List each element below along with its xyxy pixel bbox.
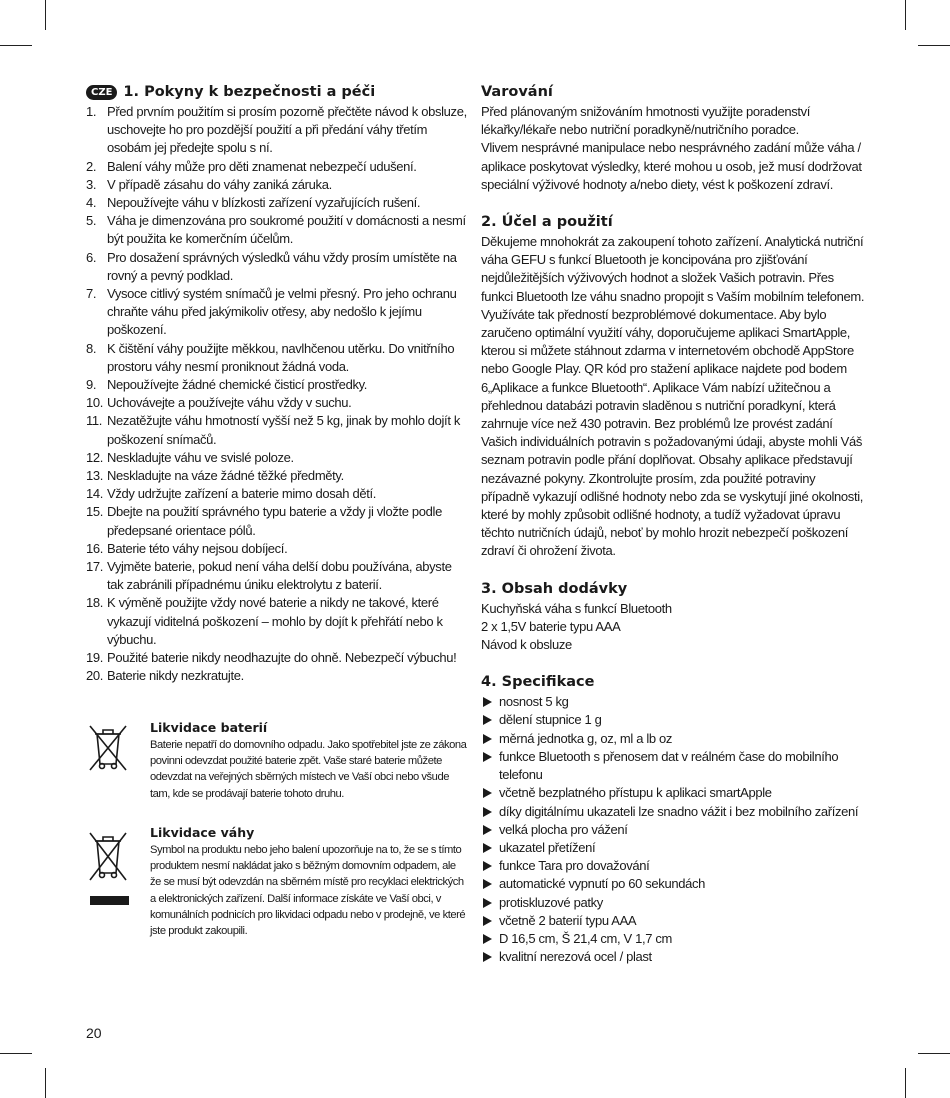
right-triangle-bullet-icon [483,788,492,798]
crop-mark-top-left-v [45,0,46,30]
contents-item: Návod k obsluze [481,637,572,653]
crop-mark-bottom-right-h [918,1053,950,1054]
safety-item [86,194,468,212]
safety-item-number: 1. [86,104,97,119]
spec-item-text: dělení stupnice 1 g [499,712,602,728]
spec-item-text: měrná jednotka g, oz, ml a lb oz [499,730,673,746]
safety-item [86,249,468,285]
language-badge: CZE [86,85,117,100]
spec-item-text: díky digitálnímu ukazateli lze snadno vážit i bez mobilního zařízení [499,803,859,819]
safety-item [86,212,468,248]
crossed-out-wheelie-bin-bar-icon [86,825,130,911]
warning-paragraph-2: Vlivem nesprávné manipulace nebo nesprávného zadání může váha / aplikace poskytovat výsledky, které mohou u osob, jež musí dodržovat speciální výživové hodnoty a/nebo diety, vést k poškození zdraví. [481,140,862,192]
right-triangle-bullet-icon [483,934,492,944]
crop-mark-top-left-h [0,45,32,46]
right-triangle-bullet-icon [483,879,492,889]
safety-item-text: Nepoužívejte žádné chemické čisticí prostředky. [107,377,368,393]
safety-item-text: V případě zásahu do váhy zaniká záruka. [107,176,332,192]
specs-list [481,693,866,966]
safety-item [86,667,468,685]
right-triangle-bullet-icon [483,916,492,926]
safety-item [86,285,468,340]
safety-item [86,176,468,194]
purpose-title: 2. Účel a použití [481,214,613,231]
spec-item-text: funkce Tara pro dovažování [499,858,650,874]
spec-item [481,857,866,875]
safety-item-text: Neskladujte váhu ve svislé poloze. [107,449,294,465]
safety-item-text: Dbejte na použití správného typu baterie a vždy ji vložte podle předepsané orientace pólů. [107,504,442,538]
safety-item-number: 10. [86,395,104,411]
safety-item-number: 6. [86,249,97,265]
safety-item [86,376,468,394]
spec-item [481,730,866,748]
safety-item-text: Baterie této váhy nejsou dobíjecí. [107,540,288,556]
safety-item [86,649,468,667]
safety-item-number: 18. [86,595,104,611]
safety-item [86,103,468,158]
safety-item-text: K výměně použijte vždy nové baterie a nikdy ne takové, které vykazují viditelná poškození – mohlo by dojít k přehřátí nebo k výbuchu. [107,595,443,647]
safety-item-number: 8. [86,340,97,356]
spec-item-text: včetně 2 baterií typu AAA [499,912,637,928]
safety-item [86,558,468,594]
crop-mark-top-right-v [905,0,906,30]
safety-item-text: Nepoužívejte váhu v blízkosti zařízení vyzařujících rušení. [107,195,421,211]
safety-item-text: Vždy udržujte zařízení a baterie mimo dosah dětí. [107,486,376,502]
safety-title: 1. Pokyny k bezpečnosti a péči [123,84,376,100]
crop-mark-top-right-h [918,45,950,46]
purpose-text: Děkujeme mnohokrát za zakoupení tohoto zařízení. Analytická nutriční váha GEFU s funkcí Bluetooth je koncipována pro zjišťování nejdůležitějších výživových hodnot a složek Vašich potravin. Přes funkci Bluetooth lze váhu snadno propojit s Vaším mobilním telefonem. Využíváte tak předností bezproblémové dokumentace. Aby bylo zaručeno optimální využití váhy, doporučujeme aplikaci SmartApple, kterou si můžete stáhnout zdarma v internetovém obchodě AppStore nebo Google Play. QR kód pro stažení aplikace najdete pod bodem 6„Aplikace a funkce Bluetooth“. Aplikace Vám nabízí užitečnou a přehlednou databázi potravin sladěnou s nutriční poradkyní, která zahrnuje více než 430 potravin. Bez problémů lze provést zadání Vašich individuálních potravin s požadovanými údaji, abyste mohli Váš seznam potravin podle přání doplňovat. Obsahy aplikace představují nezávazné pokyny. Zkontrolujte prosím, zda použité potraviny případně vykazují odlišné hodnoty nebo zda se vyskytují jiné okolnosti, které by mohly způsobit odlišné hodnoty, a tudíž vyžadovat úpravu těchto nutričních údajů, neboť by mohlo hrozit nebezpečí poškození zdraví či ohrožení života. [481,234,865,559]
right-triangle-bullet-icon [483,734,492,744]
safety-item-number: 4. [86,195,97,211]
safety-item [86,594,468,649]
contents-item: 2 x 1,5V baterie typu AAA [481,618,621,634]
right-triangle-bullet-icon [483,861,492,871]
spec-item-text: ukazatel přetížení [499,839,596,855]
safety-item-number: 13. [86,468,104,484]
safety-item-text: Pro dosažení správných výsledků váhu vždy prosím umístěte na rovný a pevný podklad. [107,249,457,283]
spec-item [481,711,866,729]
right-triangle-bullet-icon [483,697,492,707]
spec-item [481,948,866,966]
warning-title: Varování [481,84,553,100]
safety-item [86,412,468,448]
spec-item [481,821,866,839]
crossed-out-wheelie-bin-icon [86,720,130,772]
safety-item-number: 11. [86,413,103,429]
left-column [86,84,468,686]
scale-disposal-text: Symbol na produktu nebo jeho balení upozorňuje na to, že se s tímto produktem nesmí nakládat jako s běžným domovním odpadem, ale že se musí být odevzdán na sběrném místě pro recyklaci elektrických a elektronických zařízení. Další informace získáte ve Vaší obci, v komunálních podnicích pro likvidaci odpadu nebo v prodejně, ve které jste produkt zakoupili. [150,844,466,938]
spec-item [481,839,866,857]
safety-item-number: 3. [86,176,97,192]
spec-item-text: velká plocha pro vážení [499,821,628,837]
safety-item-number: 5. [86,213,97,229]
safety-item [86,540,468,558]
right-triangle-bullet-icon [483,807,492,817]
spec-item-text: D 16,5 cm, Š 21,4 cm, V 1,7 cm [499,930,673,946]
safety-item-text: Vyjměte baterie, pokud není váha delší dobu používána, abyste tak zabránili případnému úniku elektrolytu z baterií. [107,559,452,593]
safety-item-number: 16. [86,540,104,556]
safety-item [86,467,468,485]
spec-item [481,875,866,893]
safety-item-text: Před prvním použitím si prosím pozorně přečtěte návod k obsluze, uschovejte ho pro pozdější použití a při předání váhy třetím osobám jej předejte spolu s ní. [107,104,467,156]
safety-item-text: Uchovávejte a používejte váhu vždy v suchu. [107,395,352,411]
safety-item [86,485,468,503]
specs-title: 4. Specifikace [481,674,595,691]
safety-item [86,158,468,176]
safety-item-number: 17. [86,559,104,575]
safety-item-text: Balení váhy může pro děti znamenat nebezpečí udušení. [107,158,417,174]
spec-item [481,894,866,912]
page-number: 20 [86,1025,102,1041]
crop-mark-bottom-left-v [45,1068,46,1098]
safety-item [86,449,468,467]
contents-title: 3. Obsah dodávky [481,580,628,597]
right-triangle-bullet-icon [483,843,492,853]
safety-item-number: 7. [86,286,97,302]
spec-item-text: nosnost 5 kg [499,694,569,710]
safety-item-number: 14. [86,486,104,502]
contents-item: Kuchyňská váha s funkcí Bluetooth [481,600,672,616]
spec-item [481,930,866,948]
safety-list [86,103,468,686]
right-column [481,84,866,966]
safety-item-number: 20. [86,668,104,684]
warning-paragraph-1: Před plánovaným snižováním hmotnosti využijte poradenství lékařky/lékaře nebo nutriční poradkyně/nutričního poradce. [481,104,811,138]
safety-item-number: 15. [86,504,104,520]
safety-item [86,503,468,539]
safety-item-text: Baterie nikdy nezkratujte. [107,668,244,684]
battery-disposal-text: Baterie nepatří do domovního odpadu. Jako spotřebitel jste ze zákona povinni odevzdat použité baterie zpět. Vaše staré baterie můžete odevzdat na veřejných sběrných místech ve Vaší obci nebo všude tam, kde se prodávají baterie tohoto druhu. [150,739,467,800]
spec-item-text: automatické vypnutí po 60 sekundách [499,876,706,892]
safety-item-text: Neskladujte na váze žádné těžké předměty. [107,468,344,484]
spec-item [481,693,866,711]
spec-item [481,912,866,930]
contents-list [481,600,866,655]
right-triangle-bullet-icon [483,952,492,962]
crop-mark-bottom-left-h [0,1053,32,1054]
spec-item [481,748,866,784]
safety-item-text: Váha je dimenzována pro soukromé použití v domácnosti a nesmí být použita ke komerčním účelům. [107,213,466,247]
right-triangle-bullet-icon [483,825,492,835]
safety-item-number: 12. [86,449,104,465]
safety-item-number: 2. [86,158,97,174]
safety-item-text: Použité baterie nikdy neodhazujte do ohně. Nebezpečí výbuchu! [107,650,457,666]
safety-item-text: Vysoce citlivý systém snímačů je velmi přesný. Pro jeho ochranu chraňte váhu před jakýmikoliv otřesy, aby nedošlo k jejímu poškození. [107,286,457,338]
spec-item [481,784,866,802]
safety-item-text: K čištění váhy použijte měkkou, navlhčenou utěrku. Do vnitřního prostoru váhy nesmí proniknout žádná voda. [107,340,455,374]
scale-disposal-title: Likvidace váhy [150,825,255,840]
spec-item [481,803,866,821]
safety-heading [86,84,468,100]
crop-mark-bottom-right-v [905,1068,906,1098]
safety-item [86,340,468,376]
right-triangle-bullet-icon [483,898,492,908]
spec-item-text: včetně bezplatného přístupu k aplikaci smartApple [499,785,772,801]
spec-item-text: protiskluzové patky [499,894,603,910]
safety-item-text: Nezatěžujte váhu hmotností vyšší než 5 kg, jinak by mohlo dojít k poškození snímačů. [107,413,460,447]
safety-item [86,394,468,412]
spec-item-text: kvalitní nerezová ocel / plast [499,949,652,965]
safety-item-number: 19. [86,650,104,666]
spec-item-text: funkce Bluetooth s přenosem dat v reálném čase do mobilního telefonu [499,748,839,783]
safety-item-number: 9. [86,377,97,393]
right-triangle-bullet-icon [483,752,492,762]
right-triangle-bullet-icon [483,715,492,725]
battery-disposal-title: Likvidace baterií [150,720,268,735]
